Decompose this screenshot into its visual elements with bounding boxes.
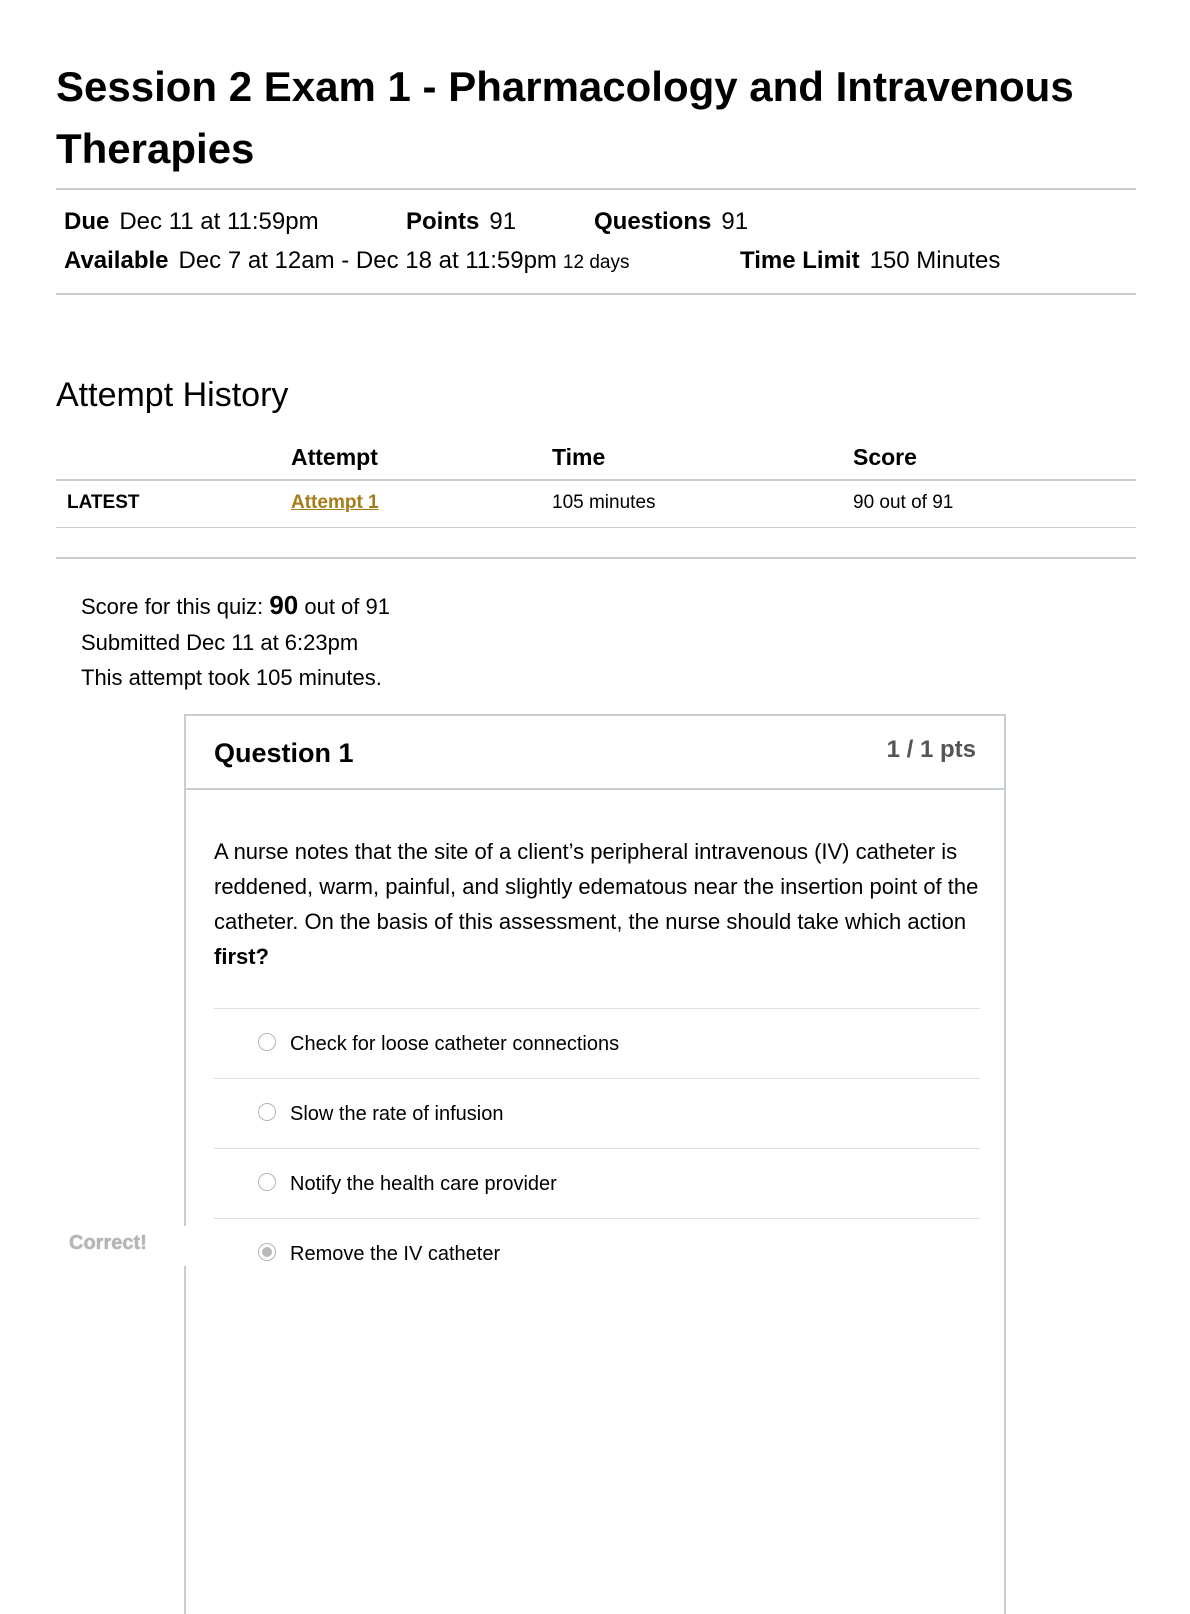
details-divider [56,293,1136,295]
question-points: 1 / 1 pts [886,736,976,763]
score-suffix: out of 91 [304,594,390,619]
table-header-divider [56,479,1136,481]
column-header-score: Score [853,444,917,470]
score-prefix: Score for this quiz: [81,594,264,619]
correct-flag-gap [180,1226,188,1266]
attempt-score: 90 out of 91 [853,492,954,513]
question-card [184,714,1006,1614]
question-header [186,716,1004,790]
correct-answer-flag: Correct! [69,1232,147,1254]
history-divider [56,557,1136,559]
question-title: Question 1 [214,738,354,768]
question-body: A nurse notes that the site of a client’s peripheral intravenous (IV) catheter is reddened, warm, painful, and slightly edematous near the insertion point of the catheter. On the basis of this assessment, the nurse should take which action [214,839,979,934]
column-header-attempt: Attempt [291,444,378,470]
points-value: 91 [489,208,517,235]
submitted-text: Submitted Dec 11 at 6:23pm [81,630,359,655]
available-duration: 12 days [562,252,630,273]
quiz-score [81,590,390,621]
answer-option[interactable] [214,1148,980,1218]
question-emphasis: first? [214,944,269,969]
questions-value: 91 [721,208,749,235]
answer-label: Remove the IV catheter [290,1243,501,1265]
questions-info [594,208,748,236]
attempt-time: 105 minutes [552,492,656,513]
points-label: Points [406,208,480,235]
time-limit-value: 150 Minutes [869,247,1001,274]
available-value: Dec 7 at 12am - Dec 18 at 11:59pm [178,247,557,274]
answer-option[interactable] [214,1078,980,1148]
table-row-divider [56,527,1136,528]
radio-icon[interactable] [258,1173,276,1191]
available-info [64,247,629,275]
attempt-1-link[interactable]: Attempt 1 [291,492,379,513]
due-info [64,208,319,236]
answer-option-selected[interactable] [214,1218,980,1288]
time-limit-label: Time Limit [740,247,860,274]
answer-label: Notify the health care provider [290,1173,557,1195]
points-info [406,208,516,236]
questions-label: Questions [594,208,712,235]
time-limit-info [740,247,1000,275]
column-header-time: Time [552,444,606,470]
question-text [214,834,984,974]
radio-icon[interactable] [258,1033,276,1051]
due-label: Due [64,208,110,235]
radio-icon[interactable] [258,1103,276,1121]
radio-selected-icon[interactable] [258,1243,276,1261]
answer-option[interactable] [214,1008,980,1078]
page-title: Session 2 Exam 1 - Pharmacology and Intravenous Therapies [56,63,1074,172]
attempt-history-title: Attempt History [56,376,289,414]
title-divider [56,188,1136,190]
available-label: Available [64,247,169,274]
score-value: 90 [269,590,299,620]
attempt-duration-text: This attempt took 105 minutes. [81,665,382,690]
due-value: Dec 11 at 11:59pm [119,208,319,235]
answer-label: Slow the rate of infusion [290,1103,504,1125]
answer-label: Check for loose catheter connections [290,1033,620,1055]
latest-tag: LATEST [67,492,140,513]
